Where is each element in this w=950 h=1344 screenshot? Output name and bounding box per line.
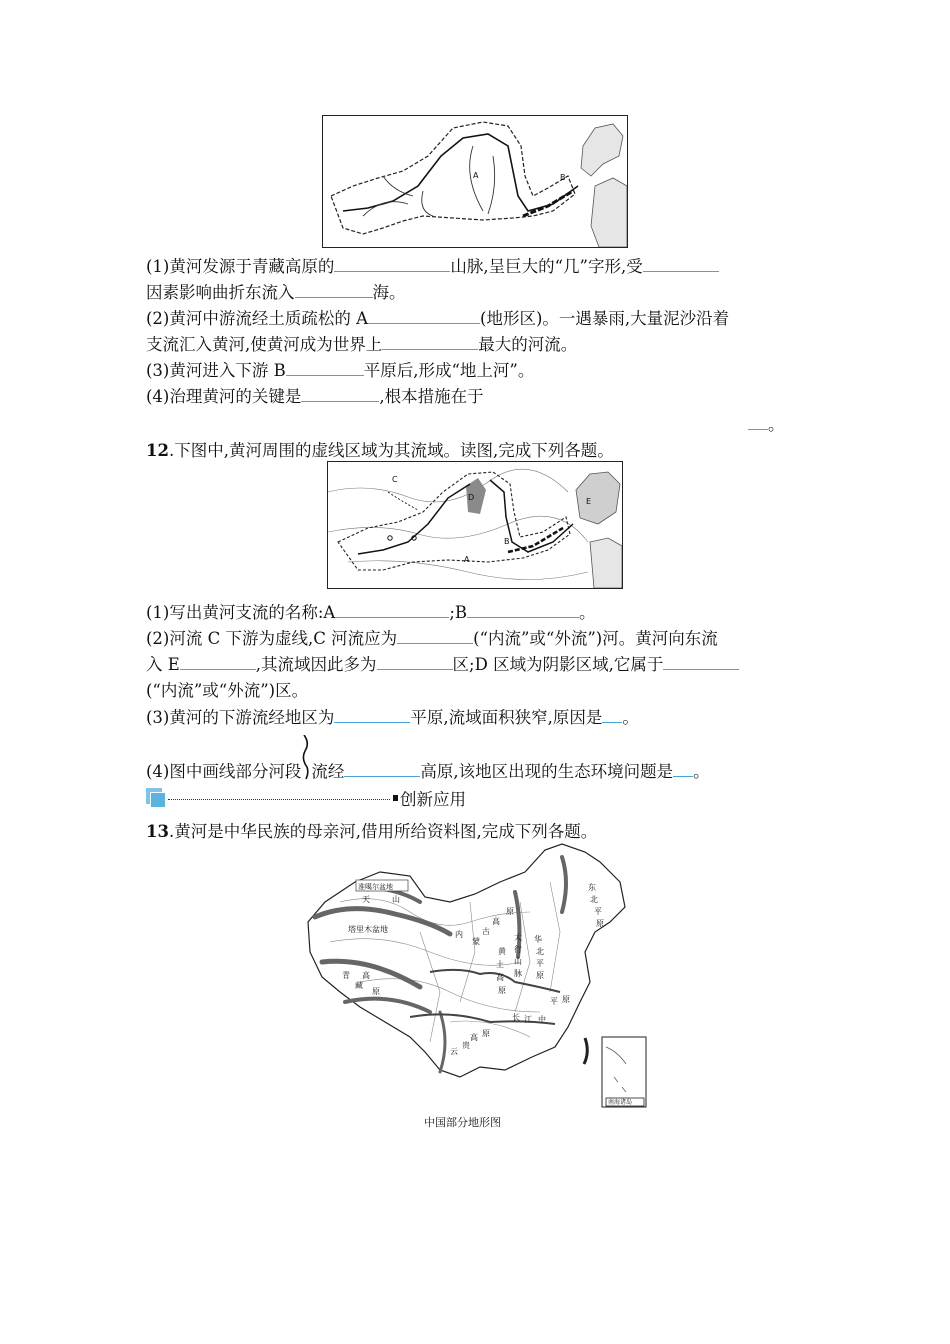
map3-label-ping3: 平: [550, 997, 558, 1006]
map-caption: 中国部分地形图: [424, 1116, 501, 1129]
map3-label-chang: 长: [512, 1013, 520, 1022]
map3-label-yuan: 原: [372, 987, 380, 996]
q13-stem: [146, 818, 597, 842]
map3-label-gao3: 高: [496, 973, 504, 982]
q12-text: (1)写出黄河支流的名称:A: [146, 603, 336, 622]
q12-line-4: [146, 677, 308, 701]
map3-label-yuan5: 原: [596, 919, 604, 928]
map2-label-d: D: [468, 493, 475, 502]
q12-line-3: [146, 651, 739, 675]
q11-text: 山脉,呈巨大的“几”字形,受: [450, 257, 643, 276]
q11-line-6: [146, 383, 484, 407]
answer-blank[interactable]: [602, 706, 622, 723]
q11-text: ,根本措施在于: [379, 387, 484, 406]
map3-label-yuan4: 原: [536, 971, 544, 980]
answer-blank[interactable]: [301, 385, 379, 402]
map3-label-meng: 蒙: [472, 937, 480, 946]
china-terrain-drawing: [300, 842, 650, 1110]
yellow-river-basin-drawing: [328, 462, 622, 588]
map3-label-zang: 藏: [355, 981, 363, 990]
answer-blank[interactable]: [368, 307, 480, 324]
map3-label-nanhai: 南海诸岛: [608, 1099, 633, 1106]
question-stem: .下图中,黄河周围的虚线区域为其流域。读图,完成下列各题。: [168, 441, 614, 460]
map3-label-gu: 古: [482, 927, 490, 936]
q12-text: (2)河流 C 下游为虚线,C 河流应为: [146, 629, 398, 648]
answer-blank[interactable]: [334, 255, 450, 272]
answer-blank[interactable]: [382, 333, 478, 350]
section-title: 创新应用: [400, 790, 466, 809]
map3-label-jiang: 江: [524, 1015, 532, 1024]
q11-line-3: [146, 305, 729, 329]
answer-blank[interactable]: [673, 760, 693, 777]
map3-label-yuan6: 原: [482, 1029, 490, 1038]
q12-text: 流经: [311, 762, 345, 781]
answer-blank[interactable]: [397, 627, 473, 644]
answer-blank[interactable]: [663, 653, 739, 670]
q12-text: 。: [693, 762, 710, 781]
q12-line-6: [146, 758, 710, 782]
yellow-river-map-1-drawing: [323, 116, 627, 247]
q12-line-5: [146, 704, 639, 728]
map3-label-gui: 贵: [462, 1041, 470, 1050]
q12-line-2: [146, 625, 718, 649]
map2-label-c: C: [392, 475, 398, 484]
q12-text: ;B: [449, 603, 468, 622]
map3-label-dong: 东: [588, 883, 596, 892]
map3-label-gao: 高: [362, 971, 370, 980]
answer-blank[interactable]: [377, 653, 453, 670]
map2-label-e: E: [586, 497, 592, 506]
map3-label-yuan2: 原: [506, 907, 514, 916]
map3-label-yuan3: 原: [498, 986, 506, 995]
map2-label-a: A: [464, 555, 470, 564]
map3-label-junggar: 准噶尔盆地: [358, 883, 393, 891]
section-icon-inner: [150, 792, 166, 808]
q12-text: 高原,该地区出现的生态环境问题是: [420, 762, 674, 781]
map3-label-tu: 土: [496, 960, 504, 969]
map2-label-b: B: [504, 537, 510, 546]
answer-blank[interactable]: [335, 601, 449, 618]
answer-blank[interactable]: [344, 760, 420, 777]
q11-line-7: [748, 411, 785, 435]
map3-label-shan: 山: [392, 895, 400, 904]
q11-text: 平原后,形成“地上河”。: [363, 361, 535, 380]
map3-label-yun: 云: [450, 1047, 458, 1056]
q12-text: 平原,流域面积狭窄,原因是: [410, 708, 603, 727]
answer-blank[interactable]: [748, 413, 768, 430]
section-header: [146, 788, 476, 808]
map3-label-tarim: 塔里木盆地: [348, 925, 388, 934]
yellow-river-basin-map: [327, 461, 623, 589]
q11-text: 支流汇入黄河,使黄河成为世界上: [146, 335, 383, 354]
q12-text: 区;D 区域为阴影区域,它属于: [452, 655, 664, 674]
q11-text: (2)黄河中游流经土质疏松的 A: [146, 309, 369, 328]
q12-text: 。: [579, 603, 596, 622]
map3-label-zhong: 中: [538, 1015, 546, 1024]
section-marker: [393, 795, 398, 801]
q11-text: 。: [768, 415, 785, 434]
q12-text: (“内流”或“外流”)河。黄河向东流: [473, 629, 718, 648]
map3-label-nei: 内: [455, 930, 463, 939]
map3-label-qing: 青: [342, 971, 350, 980]
yellow-river-map-1: [322, 115, 628, 248]
river-segment-icon: [301, 761, 311, 777]
map3-label-tai: 太: [514, 933, 522, 942]
q11-line-1: [146, 253, 719, 277]
q11-text: 海。: [372, 283, 406, 302]
q12-text: (“内流”或“外流”)区。: [146, 681, 309, 700]
map3-label-ping2: 平: [594, 907, 602, 916]
map3-label-gao2: 高: [492, 917, 500, 926]
map3-label-bei: 北: [536, 947, 544, 956]
q12-line-1: [146, 599, 596, 623]
q12-text: (3)黄河的下游流经地区为: [146, 708, 335, 727]
map1-label-b: B: [560, 173, 566, 182]
q11-text: 因素影响曲折东流入: [146, 283, 295, 302]
section-dotted-rule: [168, 799, 390, 800]
q12-text: 入 E: [146, 655, 180, 674]
china-terrain-map: [300, 842, 650, 1110]
map3-label-huang: 黄: [498, 947, 506, 956]
q11-text: (3)黄河进入下游 B: [146, 361, 286, 380]
q11-text: (4)治理黄河的关键是: [146, 387, 302, 406]
answer-blank[interactable]: [295, 281, 373, 298]
question-stem: .黄河是中华民族的母亲河,借用所给资料图,完成下列各题。: [168, 822, 598, 841]
answer-blank[interactable]: [643, 255, 719, 272]
q12-stem: [146, 437, 614, 461]
map3-label-gao4: 高: [470, 1033, 478, 1042]
q11-text: (地形区)。一遇暴雨,大量泥沙沿着: [480, 309, 730, 328]
q11-text: 最大的河流。: [478, 335, 578, 354]
map1-label-a: A: [473, 171, 479, 180]
question-number: 13: [146, 822, 169, 841]
q11-line-4: [146, 331, 577, 355]
answer-blank[interactable]: [286, 359, 364, 376]
map3-label-yuan7: 原: [562, 995, 570, 1004]
map3-label-hang: 行: [514, 945, 522, 954]
answer-blank[interactable]: [334, 706, 410, 723]
answer-blank[interactable]: [467, 601, 579, 618]
q12-text: (4)图中画线部分河段: [146, 762, 302, 781]
map3-label-bei2: 北: [590, 895, 598, 904]
map3-label-ping: 平: [536, 959, 544, 968]
q12-text: 。: [622, 708, 639, 727]
question-number: 12: [146, 441, 169, 460]
q11-line-5: [146, 357, 534, 381]
answer-blank[interactable]: [180, 653, 256, 670]
q11-line-2: [146, 279, 406, 303]
map3-label-mai: 脉: [514, 969, 522, 978]
map3-label-tian: 天: [362, 895, 370, 904]
q11-text: (1)黄河发源于青藏高原的: [146, 257, 335, 276]
map3-label-hua: 华: [534, 935, 542, 944]
map3-label-shan2: 山: [514, 957, 522, 966]
q12-text: ,其流域因此多为: [255, 655, 377, 674]
